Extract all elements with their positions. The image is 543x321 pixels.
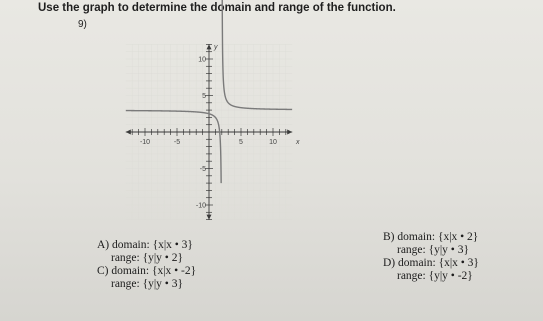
x-tick-label: 5 (239, 139, 243, 146)
choice-d-range: range: {y|y • -2} (397, 270, 473, 282)
choice-a-range: range: {y|y • 2} (111, 252, 183, 264)
choice-a-domain[interactable]: A) domain: {x|x • 3} (97, 239, 193, 251)
x-axis-label: x (296, 139, 300, 146)
y-tick-label: -5 (199, 166, 206, 173)
choice-b-domain[interactable]: B) domain: {x|x • 2} (383, 231, 479, 243)
y-axis-arrow-down (207, 215, 212, 220)
x-tick-label: -10 (139, 139, 151, 146)
y-tick-label: 10 (198, 56, 206, 64)
x-axis-arrow-right (287, 130, 292, 135)
y-axis-arrow-up (207, 44, 212, 49)
choice-b-range: range: {y|y • 3} (397, 244, 469, 256)
choice-c-range: range: {y|y • 3} (111, 278, 183, 290)
x-axis-arrow-left (126, 130, 131, 135)
axes (126, 44, 292, 219)
instruction-text: Use the graph to determine the domain and range of the function. (38, 2, 396, 14)
x-tick-label: -5 (173, 139, 181, 146)
choices-left-column (97, 239, 196, 291)
curve-right-branch (222, 0, 292, 109)
choice-d-domain[interactable]: D) domain: {x|x • 3} (383, 257, 479, 269)
question-number: 9) (78, 19, 87, 30)
choice-c-domain[interactable]: C) domain: {x|x • -2} (97, 265, 197, 277)
y-tick-label: 5 (202, 93, 206, 100)
y-axis-label: y (214, 43, 218, 51)
x-tick-label: 10 (269, 139, 277, 146)
choices-right-column (383, 231, 479, 283)
y-tick-label: -10 (195, 202, 206, 210)
